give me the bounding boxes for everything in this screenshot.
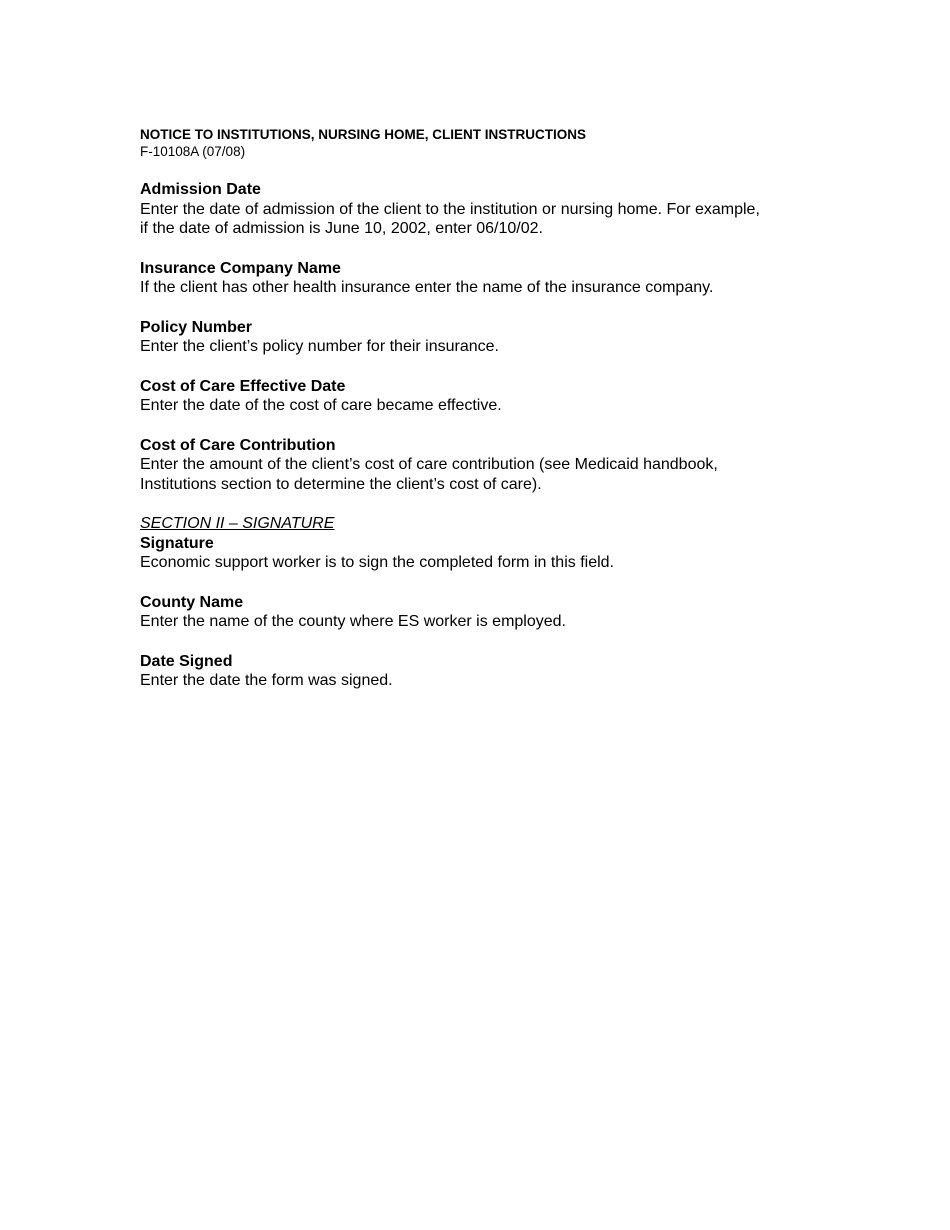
field-description-line: if the date of admission is June 10, 2002, enter 06/10/02.: [140, 220, 543, 237]
field-description-line: Enter the client’s policy number for their insurance.: [140, 338, 499, 355]
field-heading: County Name: [140, 593, 244, 611]
section-signature: [140, 514, 830, 573]
field-cost-of-care-contribution: [140, 436, 830, 495]
field-heading: Insurance Company Name: [140, 259, 341, 277]
document-title: NOTICE TO INSTITUTIONS, NURSING HOME, CLIENT INSTRUCTIONS: [140, 127, 587, 142]
field-description-line: If the client has other health insurance enter the name of the insurance company.: [140, 279, 714, 296]
field-description-line: Institutions section to determine the client’s cost of care).: [140, 475, 542, 493]
field-description-line: Enter the name of the county where ES worker is employed.: [140, 613, 566, 630]
field-description-line: Economic support worker is to sign the completed form in this field.: [140, 554, 614, 571]
field-description-line: Enter the date of the cost of care became effective.: [140, 397, 502, 414]
field-heading: Policy Number: [140, 318, 253, 336]
field-admission-date: [140, 180, 830, 239]
field-description-line: Enter the date the form was signed.: [140, 672, 393, 689]
field-heading: Signature: [140, 534, 214, 552]
document-page: [140, 126, 830, 691]
field-date-signed: [140, 652, 830, 691]
field-policy-number: [140, 318, 830, 357]
field-heading: Cost of Care Effective Date: [140, 377, 346, 395]
field-cost-of-care-effective-date: [140, 377, 830, 416]
field-description-line: Enter the amount of the client’s cost of care contribution (see Medicaid handbook,: [140, 456, 718, 473]
form-number: F-10108A (07/08): [140, 144, 246, 159]
field-description-line: Enter the date of admission of the client to the institution or nursing home. For example,: [140, 200, 760, 218]
field-insurance-company-name: [140, 259, 830, 298]
field-heading: Admission Date: [140, 181, 261, 198]
field-county-name: [140, 593, 830, 632]
field-heading: Cost of Care Contribution: [140, 436, 336, 454]
field-heading: Date Signed: [140, 652, 233, 670]
section-heading: SECTION II – SIGNATURE: [140, 515, 335, 532]
